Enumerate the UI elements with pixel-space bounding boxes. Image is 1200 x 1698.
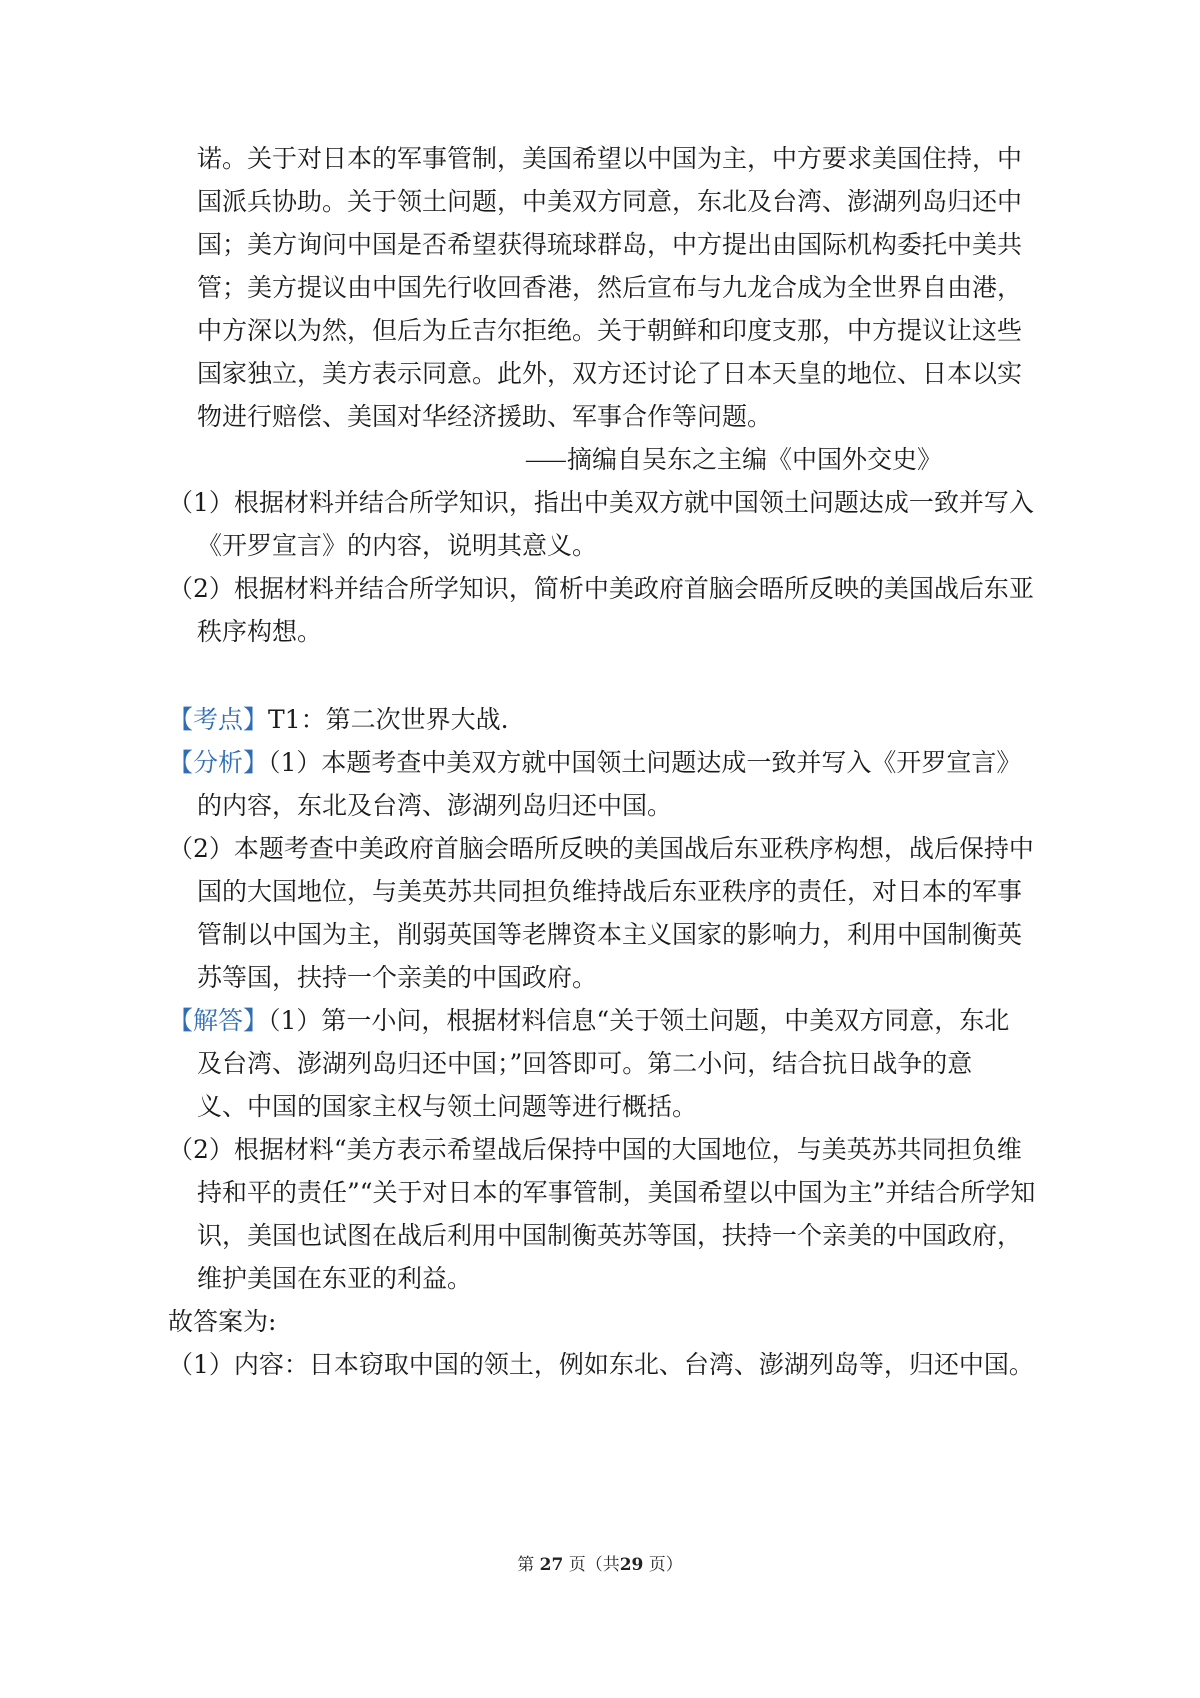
jieda-line — [168, 1003, 1009, 1039]
material-line: 物进行赔偿、美国对华经济援助、军事合作等问题。 — [197, 402, 773, 431]
kaodian-tag: 【考点】 — [168, 705, 269, 734]
footer-total-pages: 29 — [619, 1555, 644, 1575]
material-line: 国派兵协助。关于领土问题，中美双方同意，东北及台湾、澎湖列岛归还中 — [197, 187, 1023, 216]
question-2-line: （2）根据材料并结合所学知识，简析中美政府首脑会晤所反映的美国战后东亚 — [168, 574, 1034, 603]
jieda-line: 识，美国也试图在战后利用中国制衡英苏等国，扶持一个亲美的中国政府， — [197, 1221, 1023, 1250]
material-line: 中方深以为然，但后为丘吉尔拒绝。关于朝鲜和印度支那，中方提议让这些 — [197, 316, 1023, 345]
footer-suffix: 页） — [648, 1555, 683, 1575]
jieda-line: 及台湾、澎湖列岛归还中国；”回答即可。第二小问，结合抗日战争的意 — [197, 1049, 973, 1078]
fenxi-line: 管制以中国为主，削弱英国等老牌资本主义国家的影响力，利用中国制衡英 — [197, 920, 1023, 949]
jieda-line: 持和平的责任”“关于对日本的军事管制，美国希望以中国为主”并结合所学知 — [197, 1178, 1036, 1207]
jieda-line: （2）根据材料“美方表示希望战后保持中国的大国地位，与美英苏共同担负维 — [168, 1135, 1022, 1164]
fenxi-line — [168, 745, 1021, 781]
material-line: 国家独立，美方表示同意。此外，双方还讨论了日本天皇的地位、日本以实 — [197, 359, 1023, 388]
question-1-line: （1）根据材料并结合所学知识，指出中美双方就中国领土问题达成一致并写入 — [168, 488, 1034, 517]
material-line: 国；美方询问中国是否希望获得琉球群岛，中方提出由国际机构委托中美共 — [197, 230, 1023, 259]
kaodian-text: T1：第二次世界大战. — [268, 705, 509, 734]
material-line: 管；美方提议由中国先行收回香港，然后宣布与九龙合成为全世界自由港， — [197, 273, 1023, 302]
footer-page-number: 27 — [539, 1555, 564, 1575]
fenxi-line: 苏等国，扶持一个亲美的中国政府。 — [197, 963, 598, 992]
question-2-line: 秩序构想。 — [197, 617, 323, 646]
page-footer — [0, 1550, 1200, 1575]
jieda-tag: 【解答】 — [168, 1006, 269, 1035]
jieda-line: 义、中国的国家主权与领土问题等进行概括。 — [197, 1092, 698, 1121]
fenxi-line: 国的大国地位，与美英苏共同担负维持战后东亚秩序的责任，对日本的军事 — [197, 877, 1023, 906]
kaodian-line — [168, 702, 509, 738]
material-source: ⸺摘编自吴东之主编《中国外交史》 — [524, 445, 942, 474]
answer-intro: 故答案为: — [168, 1307, 277, 1336]
fenxi-line: 的内容，东北及台湾、澎湖列岛归还中国。 — [197, 791, 673, 820]
jieda-line: 维护美国在东亚的利益。 — [197, 1264, 473, 1293]
footer-prefix: 第 — [517, 1555, 535, 1575]
material-line: 诺。关于对日本的军事管制，美国希望以中国为主，中方要求美国住持，中 — [197, 144, 1023, 173]
fenxi-tag: 【分析】 — [168, 748, 269, 777]
footer-middle: 页（共 — [568, 1555, 620, 1575]
jieda-text: （1）第一小问，根据材料信息“关于领土问题，中美双方同意，东北 — [268, 1006, 1010, 1035]
fenxi-line: （2）本题考查中美政府首脑会晤所反映的美国战后东亚秩序构想，战后保持中 — [168, 834, 1034, 863]
question-1-line: 《开罗宣言》的内容，说明其意义。 — [197, 531, 598, 560]
fenxi-text: （1）本题考查中美双方就中国领土问题达成一致并写入《开罗宣言》 — [268, 748, 1022, 777]
answer-line: （1）内容：日本窃取中国的领土，例如东北、台湾、澎湖列岛等，归还中国。 — [168, 1350, 1034, 1379]
